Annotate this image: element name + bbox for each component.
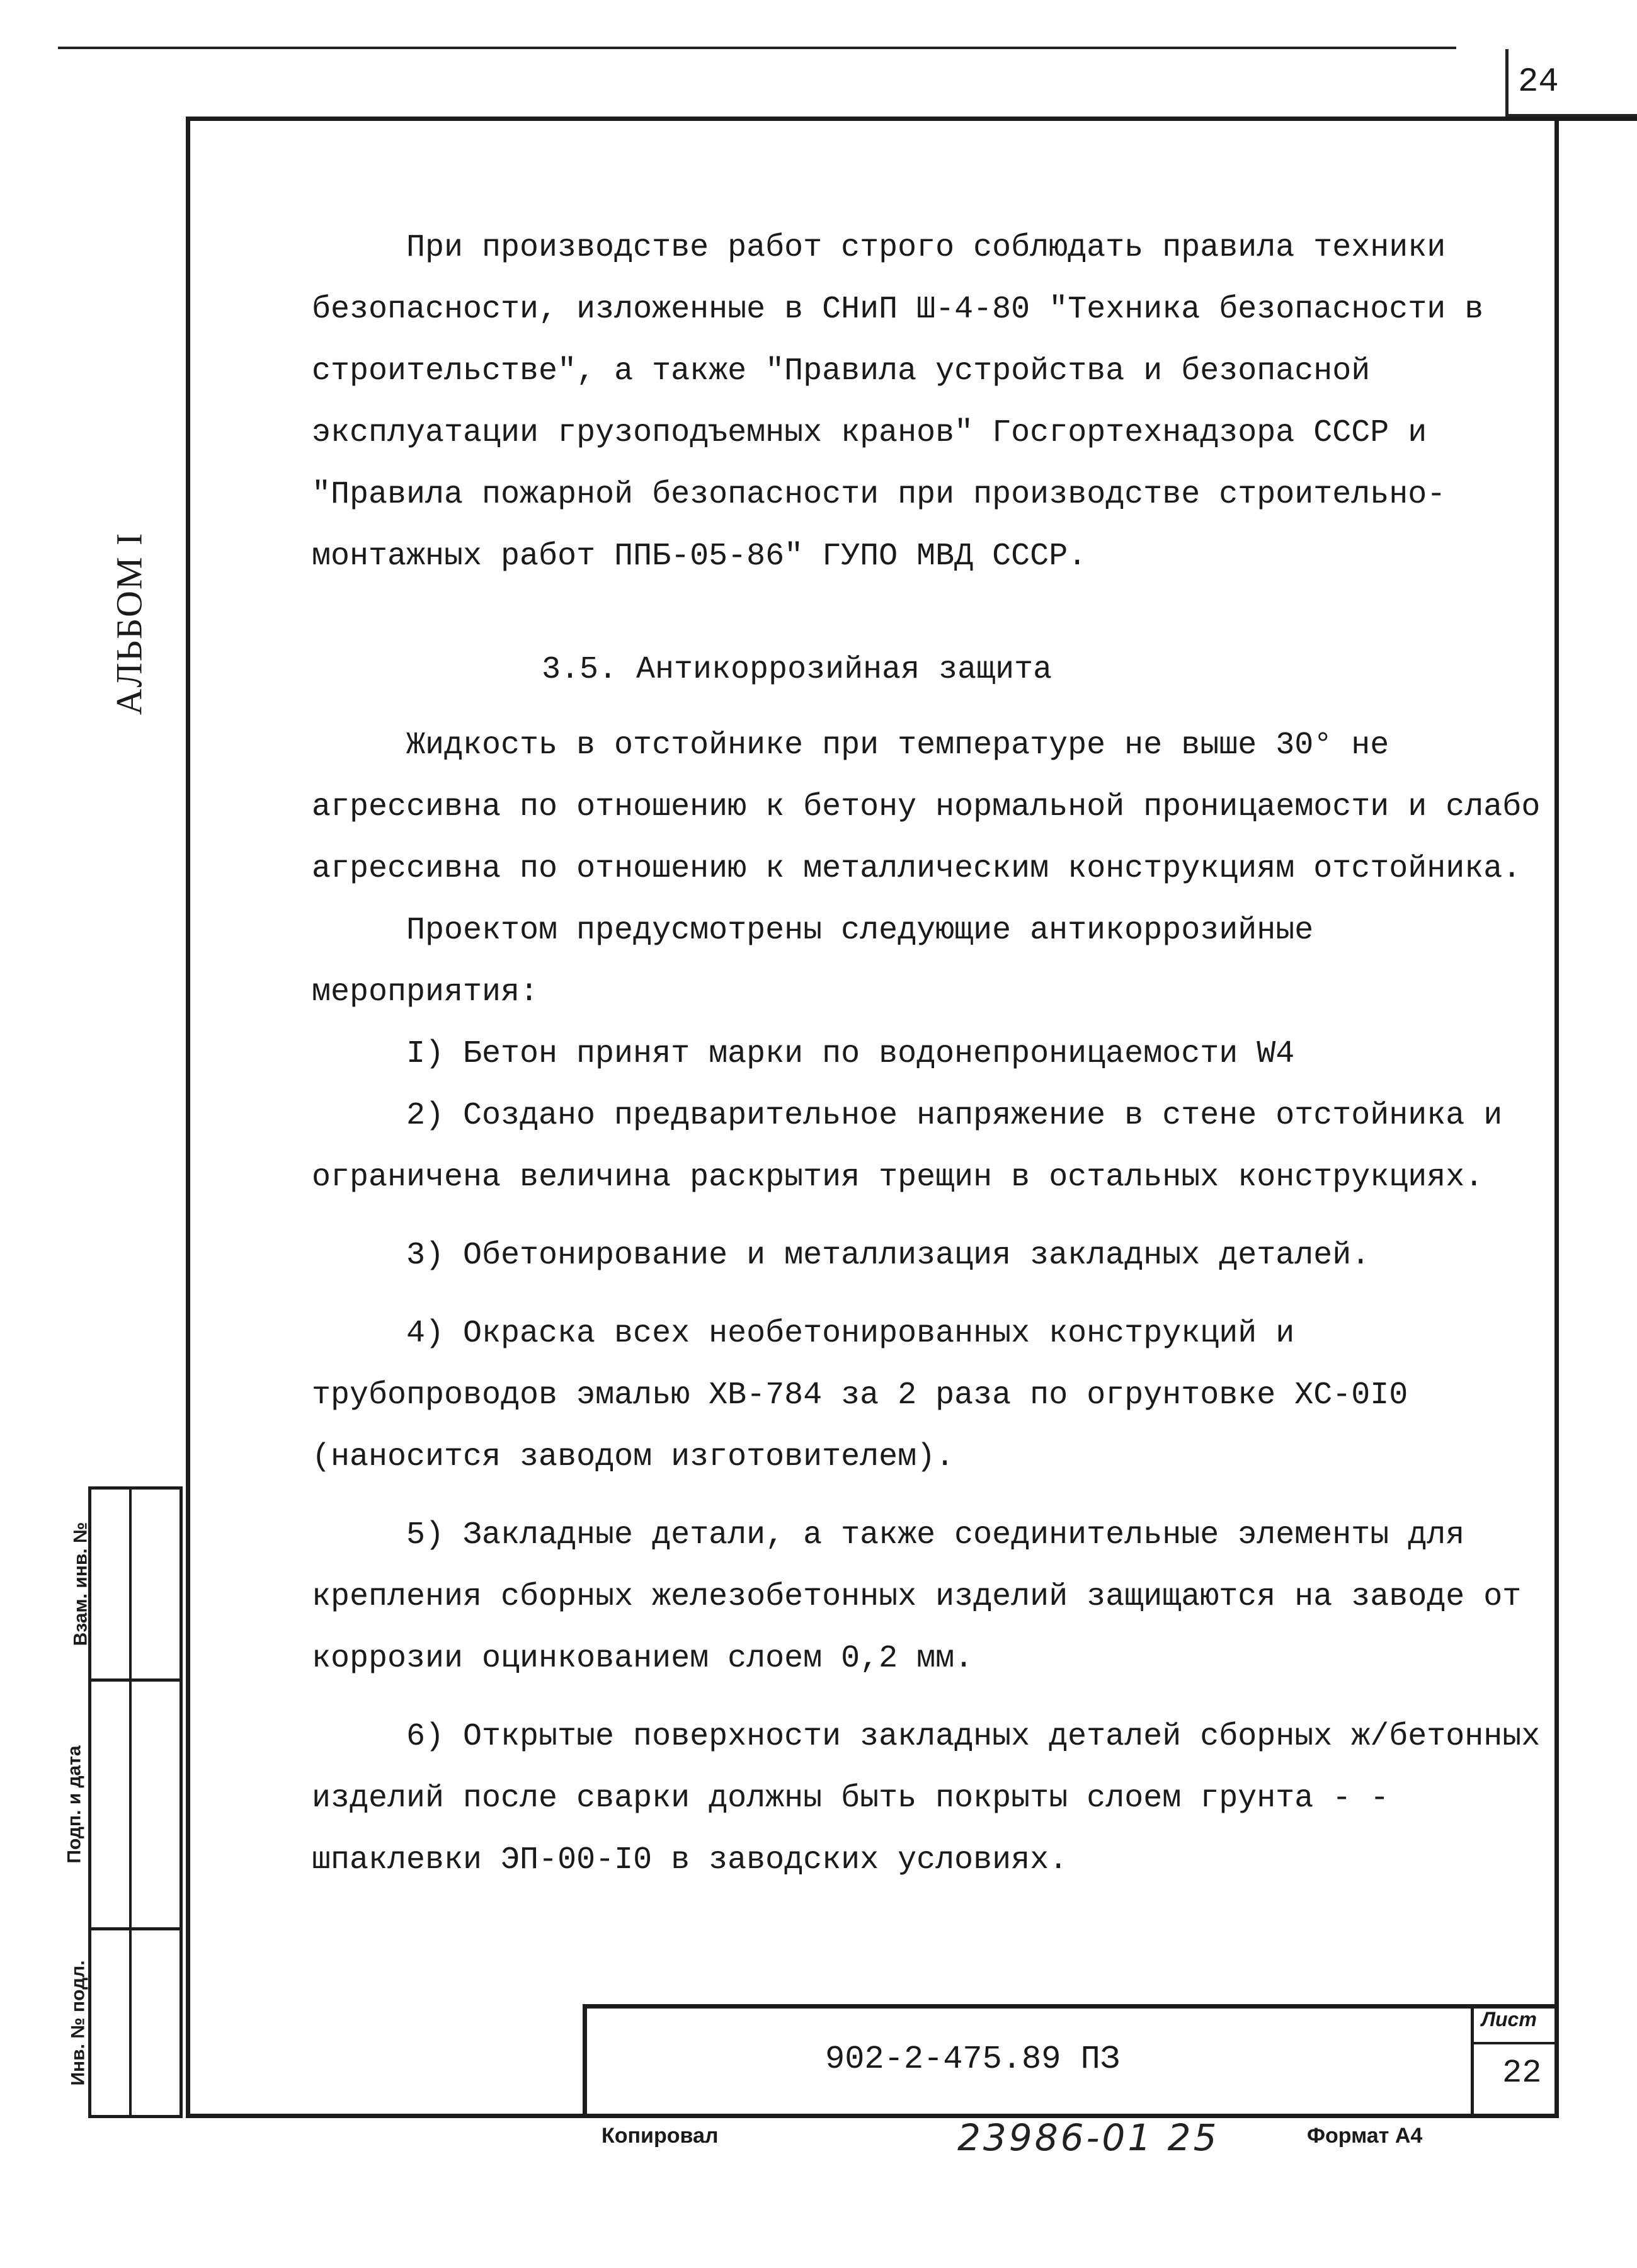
list-item: I) Бетон принят марки по водонепроницаемости W4 — [406, 1036, 1295, 1072]
list-item: 5) Закладные детали, а также соединительные элементы для крепления сборных железобетонных изделий защищаются на заводе от коррозии оцинкованием слоем 0,2 мм. — [312, 1517, 1522, 1677]
section-heading: 3.5. Антикоррозийная защита — [542, 652, 1052, 688]
handwritten-number: 23986-01 25 — [957, 2116, 1219, 2159]
stamp-label: Взам. инв. № — [70, 1522, 91, 1646]
list-item: 6) Открытые поверхности закладных деталей сборных ж/бетонных изделий после сварки должны быть покрыты слоем грунта - - шпаклевки ЭП-00-I0 в заводских условиях. — [312, 1719, 1541, 1878]
paragraph-project: Проектом предусмотрены следующие антикоррозийные мероприятия: — [312, 913, 1314, 1010]
copied-label: Копировал — [602, 2124, 719, 2148]
page-number: 24 — [1518, 63, 1559, 101]
body-text — [312, 715, 1546, 1891]
intro-paragraph — [312, 217, 1546, 588]
format-label: Формат А4 — [1307, 2124, 1423, 2148]
album-label: АЛЬБОМ I — [108, 532, 150, 715]
stamp-original-inventory — [67, 1927, 183, 2118]
list-item: 2) Создано предварительное напряжение в стене отстойника и ограничена величина раскрытия трещин в остальных конструкциях. — [312, 1098, 1503, 1195]
list-item: 3) Обетонирование и металлизация закладных деталей. — [406, 1238, 1371, 1274]
stamp-signature-date — [64, 1678, 183, 1930]
top-rule — [58, 47, 1456, 49]
list-item: 4) Окраска всех необетонированных конструкций и трубопроводов эмалью ХВ-784 за 2 раза по огрунтовке ХС-0I0 (наносится заводом изготовителем). — [312, 1316, 1408, 1475]
sheet-number: 22 — [1502, 2054, 1542, 2092]
frame-top-extension — [1554, 117, 1637, 121]
paragraph-liquid: Жидкость в отстойнике при температуре не выше 30° не агрессивна по отношению к бетону нормальной проницаемости и слабо агрессивна по отношению к металлическим конструкциям отстойника. — [312, 727, 1541, 887]
sheet-label: Лист — [1481, 2008, 1537, 2031]
stamp-label: Подп. и дата — [64, 1745, 85, 1864]
document-code: 902-2-475.89 ПЗ — [825, 2041, 1121, 2078]
stamp-label: Инв. № подл. — [67, 1959, 89, 2086]
intro-text: При производстве работ строго соблюдать правила техники безопасности, изложенные в СНиП Ш-4-80 "Техника безопасности в строительстве", а также "Правила устройства и безопасной эксплуатации грузоподъемных кранов" Госгортехнадзора СССР и "Правила пожарной безопасности при производстве строительно-монтажных работ ППБ-05-86" ГУПО МВД СССР. — [312, 230, 1484, 574]
stamp-replacement-inventory — [70, 1486, 183, 1682]
